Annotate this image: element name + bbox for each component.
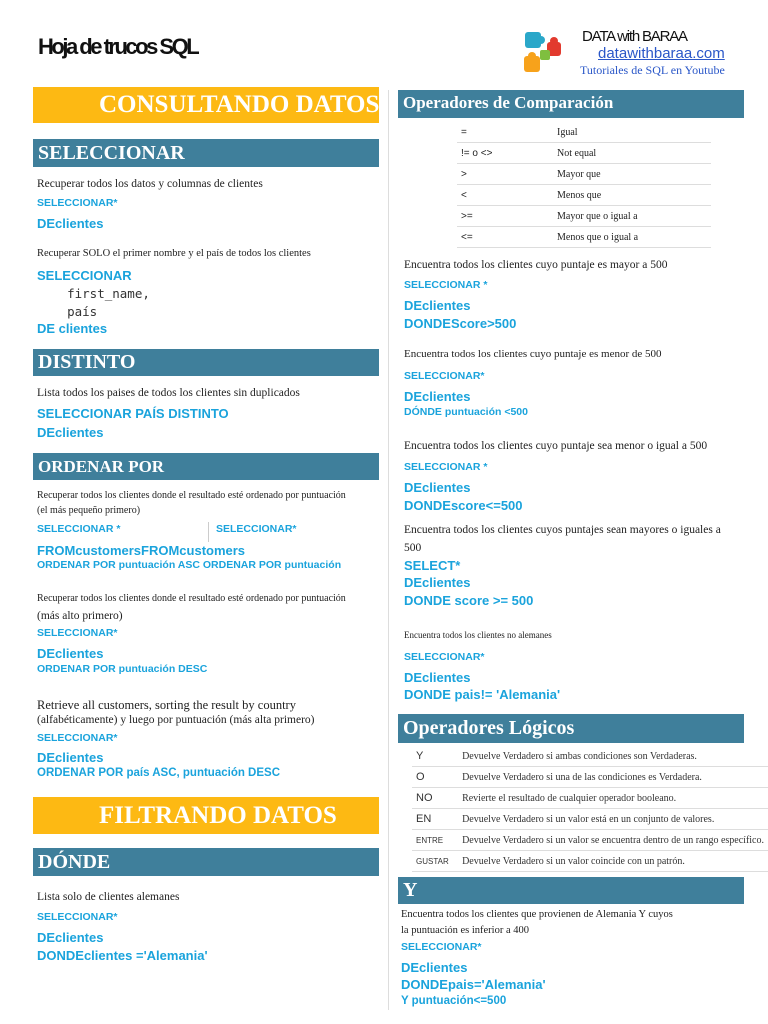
operator-desc: Menos que xyxy=(553,185,711,206)
operator-desc: Menos que o igual a xyxy=(553,227,711,248)
code-order-desc: ORDENAR POR puntuación DESC xyxy=(37,663,208,675)
section-y: Y xyxy=(398,877,744,904)
code-from: DEclientes xyxy=(37,216,104,231)
section-distinto: DISTINTO xyxy=(33,349,379,376)
logical-operator: NO xyxy=(412,788,458,809)
logical-row xyxy=(412,746,768,767)
operator-desc: Not equal xyxy=(553,143,711,164)
code-select-star: SELECT* xyxy=(404,558,461,573)
code-from: DEclientes xyxy=(37,646,104,661)
comparison-row xyxy=(457,143,711,164)
logical-operator: EN xyxy=(412,809,458,830)
code-select-star: SELECCIONAR * xyxy=(404,279,488,291)
code-where-gt: DONDEScore>500 xyxy=(404,316,517,331)
code-divider xyxy=(208,522,209,542)
code-from-pair: FROMcustomersFROMcustomers xyxy=(37,543,246,558)
code-from: DEclientes xyxy=(401,960,468,975)
code-select-star: SELECCIONAR* xyxy=(404,651,485,663)
code-from: DEclientes xyxy=(37,425,104,440)
brand-subtitle: Tutoriales de SQL en Youtube xyxy=(580,63,725,77)
logical-desc: Devuelve Verdadero si un valor está en un conjunto de valores. xyxy=(458,809,768,830)
brand-name: DATA with BARAA xyxy=(582,28,687,45)
desc-and-note: la puntuación es inferior a 400 xyxy=(401,925,529,936)
desc-order-multi: Retrieve all customers, sorting the result by country xyxy=(37,698,296,712)
code-from: DEclientes xyxy=(37,750,104,765)
code-where-lte: DONDEscore<=500 xyxy=(404,498,523,513)
desc-gt: Encuentra todos los clientes cuyo puntaje es mayor a 500 xyxy=(404,259,668,271)
code-from: DE clientes xyxy=(37,321,108,336)
code-from: DEclientes xyxy=(404,298,471,313)
logical-table xyxy=(412,746,768,872)
code-where-and: DONDEpais='Alemania' xyxy=(401,977,546,992)
desc-and: Encuentra todos los clientes que provienen de Alemania Y cuyos xyxy=(401,909,673,920)
desc-gte-value: 500 xyxy=(404,542,422,554)
desc-order-desc-note: (más alto primero) xyxy=(37,610,123,622)
operator-symbol: = xyxy=(457,122,553,143)
comparison-row xyxy=(457,185,711,206)
logical-row xyxy=(412,830,768,851)
logical-desc: Devuelve Verdadero si una de las condiciones es Verdadera. xyxy=(458,767,768,788)
code-select-star: SELECCIONAR* xyxy=(37,627,118,639)
code-where-lt: DÓNDE puntuación <500 xyxy=(404,406,528,418)
operator-symbol: >= xyxy=(457,206,553,227)
code-from: DEclientes xyxy=(404,670,471,685)
desc-order-asc-note: (el más pequeño primero) xyxy=(37,505,141,516)
code-where: DONDEclientes ='Alemania' xyxy=(37,948,208,963)
code-select-star: SELECCIONAR* xyxy=(404,370,485,382)
operator-symbol: > xyxy=(457,164,553,185)
banner-filtrando: FILTRANDO DATOS xyxy=(33,797,379,834)
desc-neq: Encuentra todos los clientes no alemanes xyxy=(404,630,552,640)
brand-link[interactable]: datawithbaraa.com xyxy=(598,45,725,62)
logical-row xyxy=(412,809,768,830)
code-select-star: SELECCIONAR* xyxy=(37,911,118,923)
desc-lte: Encuentra todos los clientes cuyo puntaje sea menor o igual a 500 xyxy=(404,440,708,452)
code-col-pais: país xyxy=(37,304,98,319)
comparison-row xyxy=(457,206,711,227)
code-where-neq: DONDE pais!= 'Alemania' xyxy=(404,687,561,702)
desc-select-all: Recuperar todos los datos y columnas de clientes xyxy=(37,178,263,190)
code-col-first-name: first_name, xyxy=(37,286,150,301)
comparison-row xyxy=(457,164,711,185)
logical-row xyxy=(412,767,768,788)
operator-desc: Igual xyxy=(553,122,711,143)
section-comparacion: Operadores de Comparación xyxy=(398,90,744,118)
code-from: DEclientes xyxy=(404,575,471,590)
logical-desc: Devuelve Verdadero si ambas condiciones son Verdaderas. xyxy=(458,746,768,767)
desc-order-asc: Recuperar todos los clientes donde el resultado esté ordenado por puntuación xyxy=(37,490,346,501)
operator-desc: Mayor que xyxy=(553,164,711,185)
operator-symbol: != o <> xyxy=(457,143,553,164)
code-from: DEclientes xyxy=(404,480,471,495)
desc-where: Lista solo de clientes alemanes xyxy=(37,891,180,903)
logical-operator: GUSTAR xyxy=(412,851,458,872)
desc-lt: Encuentra todos los clientes cuyo puntaje es menor de 500 xyxy=(404,348,662,360)
logical-row xyxy=(412,788,768,809)
code-select: SELECCIONAR xyxy=(37,268,132,283)
operator-desc: Mayor que o igual a xyxy=(553,206,711,227)
code-from: DEclientes xyxy=(404,389,471,404)
comparison-row xyxy=(457,122,711,143)
sheet-title: Hoja de trucos SQL xyxy=(38,34,198,59)
code-order-asc-pair: ORDENAR POR puntuación ASC ORDENAR POR puntuación xyxy=(37,559,342,571)
code-and-condition: Y puntuación<=500 xyxy=(401,995,507,1007)
banner-consultando: CONSULTANDO DATOS xyxy=(33,87,379,123)
code-select-star: SELECCIONAR* xyxy=(37,732,118,744)
code-select-distinct: SELECCIONAR PAÍS DISTINTO xyxy=(37,406,229,421)
logical-operator: Y xyxy=(412,746,458,767)
code-select-star: SELECCIONAR * xyxy=(37,523,121,535)
desc-select-cols: Recuperar SOLO el primer nombre y el país de todos los clientes xyxy=(37,248,311,259)
logical-desc: Devuelve Verdadero si un valor coincide con un patrón. xyxy=(458,851,768,872)
code-select-star: SELECCIONAR* xyxy=(37,197,118,209)
section-ordenar: ORDENAR POR xyxy=(33,453,379,480)
column-divider xyxy=(388,90,389,1010)
code-where-gte: DONDE score >= 500 xyxy=(404,593,534,608)
desc-distinct: Lista todos los paises de todos los clientes sin duplicados xyxy=(37,387,300,399)
logical-row xyxy=(412,851,768,872)
section-logicos: Operadores Lógicos xyxy=(398,714,744,743)
desc-order-multi-note: (alfabéticamente) y luego por puntuación (más alta primero) xyxy=(37,714,315,726)
section-donde: DÓNDE xyxy=(33,848,379,876)
code-from: DEclientes xyxy=(37,930,104,945)
logical-desc: Revierte el resultado de cualquier operador booleano. xyxy=(458,788,768,809)
section-seleccionar: SELECCIONAR xyxy=(33,139,379,167)
code-order-multi: ORDENAR POR país ASC, puntuación DESC xyxy=(37,767,281,779)
comparison-row xyxy=(457,227,711,248)
code-select-star: SELECCIONAR* xyxy=(401,941,482,953)
code-select-star-alt: SELECCIONAR* xyxy=(216,523,297,535)
code-select-star: SELECCIONAR * xyxy=(404,461,488,473)
puzzle-logo-icon xyxy=(520,28,572,80)
logical-operator: O xyxy=(412,767,458,788)
operator-symbol: < xyxy=(457,185,553,206)
desc-gte: Encuentra todos los clientes cuyos puntajes sean mayores o iguales a xyxy=(404,524,721,536)
desc-order-desc: Recuperar todos los clientes donde el resultado esté ordenado por puntuación xyxy=(37,593,346,604)
logical-desc: Devuelve Verdadero si un valor se encuentra dentro de un rango específico. xyxy=(458,830,768,851)
operator-symbol: <= xyxy=(457,227,553,248)
comparison-table xyxy=(457,122,711,248)
logical-operator: ENTRE xyxy=(412,830,458,851)
